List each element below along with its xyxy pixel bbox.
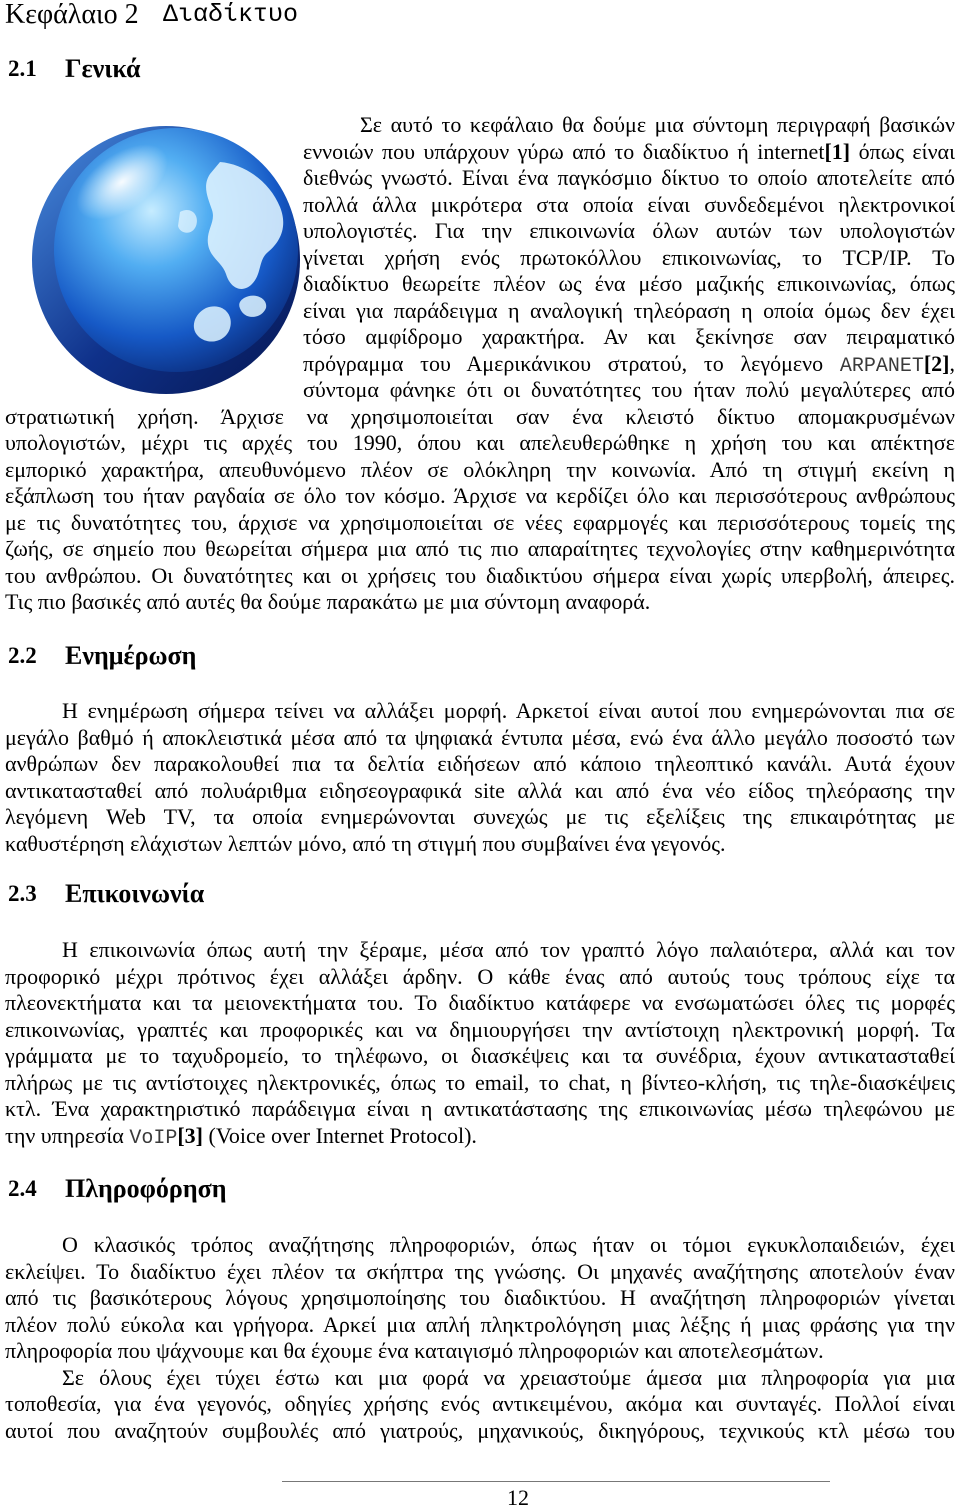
text-line: γράμματα με το ταχυδρομείο, το τηλέφωνο, οι διασκέψεις και τα συνέδρια, έχουν αντικατασταθεί xyxy=(5,1043,955,1068)
line-text: εννοιών που υπάρχουν γύρω από το διαδίκτυο ή internet xyxy=(303,138,825,164)
text-line: Σε όλους έχει τύχει έστω και μια φορά να χρειαστούμε άμεσα μια πληροφορία για μια xyxy=(62,1364,955,1390)
text-line: τοποθεσία, για ένα γεγονός, οδηγίες χρήσης ενός αντικειμένου, ακόμα και συνταγές. Πολλοί είναι xyxy=(5,1391,955,1416)
text-line: επικοινωνίας, γραπτές και προφορικές και να δημιουργήσει την αντίστοιχη ηλεκτρονική μορφή. Τα xyxy=(5,1016,955,1042)
monospace-term: VoIP xyxy=(129,1126,178,1150)
section-number: 2.3 xyxy=(8,881,37,906)
text-line: του ανθρώπου. Οι δυνατότητες και οι χρήσεις του διαδικτύου σήμερα είναι χωρίς υπερβολή, άπειρες. xyxy=(5,562,955,588)
line-text: , xyxy=(949,350,955,376)
text-line: πλεονεκτήματα και τα μειονεκτήματα του. Το διαδίκτυο κατάφερε να ενσωματώσει όλες τις μορφές xyxy=(5,990,955,1015)
text-line: ανθρώπων δεν παρακολουθεί πια τα δελτία ειδήσεων από κάποιο τηλεοπτικό κανάλι. Αυτά έχουν xyxy=(5,751,955,776)
text-line: κτλ. Ένα χαρακτηριστικό παράδειγμα είναι η αντικατάστασης της επικοινωνίας μέσω τηλεφώνου με xyxy=(5,1096,955,1121)
text-line xyxy=(5,1123,955,1150)
reference-marker: [2] xyxy=(923,350,950,376)
section-number: 2.4 xyxy=(8,1176,37,1201)
text-line: πλήρως με τις αντίστοιχες ηλεκτρονικές, όπως το email, το chat, η βίντεο-κλήση, τις τηλε-διασκέψεις xyxy=(5,1069,955,1095)
text-line: μεγάλο βαθμό ή αποκλειστικά μέσα από τα ψηφιακά έντυπα μέσα, ενώ ένα άλλο μεγάλο ποσοστό των xyxy=(5,724,955,750)
paragraph xyxy=(5,698,955,857)
text-line: εμπορικό χαρακτήρα, απευθυνόμενο πλέον σε ολόκληρη την κοινωνία. Από τη στιγμή εκείνη η xyxy=(5,456,955,482)
section-title: Ενημέρωση xyxy=(65,641,197,670)
text-line: υπολογιστών, μέχρι τις αρχές του 1990, όπου και απελευθερώθηκε η χρήση του και απέκτησε xyxy=(5,430,955,455)
section-title: Επικοινωνία xyxy=(65,879,205,908)
footer-rule xyxy=(282,1481,830,1482)
section-heading xyxy=(8,1173,408,1205)
line-text: όπως είναι xyxy=(850,138,955,164)
section-heading xyxy=(8,878,408,910)
text-line: διεθνώς γνωστό. Είναι ένα παγκόσμιο δίκτυο το οποίο αποτελείτε από xyxy=(303,165,955,190)
section-heading xyxy=(8,53,408,85)
text-line: Τις πιο βασικές από αυτές θα δούμε παρακάτω με μια σύντομη αναφορά. xyxy=(5,589,651,614)
reference-marker: [3] xyxy=(177,1122,203,1148)
text-line: είναι για παράδειγμα η αναλογική τηλεόραση η οποία όμως δεν έχει xyxy=(303,297,955,323)
monospace-term: ARPANET xyxy=(839,354,924,378)
section-number: 2.2 xyxy=(8,643,37,668)
text-line: σύντομα φάνηκε ότι οι δυνατότητες του ήταν πολύ μεγαλύτερες από xyxy=(303,377,955,402)
chapter-label: Κεφάλαιο 2 xyxy=(5,0,139,30)
page-number: 12 xyxy=(507,1485,529,1509)
text-line: καθυστέρηση ελάχιστων λεπτών μόνο, από τη στιγμή που συμβαίνει ένα γεγονός. xyxy=(5,830,726,856)
text-line: λεγόμενη Web TV, τα οποία ενημερώνονται συνεχώς με τις εξελίξεις της επικαιρότητας με xyxy=(5,804,955,829)
section-title: Πληροφόρηση xyxy=(65,1174,227,1203)
section-number: 2.1 xyxy=(8,56,37,81)
text-line: διαδίκτυο θεωρείτε πλέον ως ένα μέσο μαζικής επικοινωνίας, όπως xyxy=(303,271,955,296)
text-line: αυτοί που αναζητούν συμβουλές από γιατρούς, μηχανικούς, δικηγόρους, τεχνικούς κτλ μέσω του xyxy=(5,1417,955,1443)
section-heading xyxy=(8,640,408,672)
paragraph xyxy=(5,1232,955,1444)
text-line: ζωής, σε σημείο που θεωρείται σήμερα μια από τις πιο απαραίτητες τεχνολογίες στην καθημερινότητα xyxy=(5,536,955,561)
text-line: πολλά άλλα μικρότερα στα οποία είναι συνδεδεμένοι ηλεκτρονικοί xyxy=(303,191,955,217)
text-line: υπολογιστές. Για την επικοινωνία όλων αυτών των υπολογιστών xyxy=(303,218,955,243)
chapter-heading xyxy=(5,0,405,30)
text-line xyxy=(303,139,955,166)
text-line xyxy=(303,351,955,378)
text-line: εξάπλωση του ήταν ραγδαία σε όλο τον κόσμο. Άρχισε να κερδίζει όλο και περισσότερους ανθρώπους xyxy=(5,483,955,508)
line-text: πρόγραμμα του Αμερικάνικου στρατού, το λεγόμενο xyxy=(303,350,840,376)
section-title: Γενικά xyxy=(65,54,141,83)
text-line: Ο κλασικός τρόπος αναζήτησης πληροφοριών, όπως ήταν οι τόμοι εγκυκλοπαιδειών, έχει xyxy=(62,1232,955,1257)
text-line: Η ενημέρωση σήμερα τείνει να αλλάξει μορφή. Αρκετοί είναι αυτοί που ενημερώνονται πια σε xyxy=(62,698,955,723)
text-line: Η επικοινωνία όπως αυτή την ξέραμε, μέσα από τον γραπτό λόγο παλαιότερα, αλλά και τον xyxy=(62,937,955,962)
paragraph xyxy=(5,112,955,616)
text-line: στρατιωτική χρήση. Άρχισε να χρησιμοποιείται σαν ένα κλειστό δίκτυο απομακρυσμένων xyxy=(5,403,955,429)
reference-marker: [1] xyxy=(824,138,851,164)
chapter-title: Διαδίκτυο xyxy=(163,0,299,29)
text-line: εκλείψει. Το διαδίκτυο έχει πλέον τα σκήπτρα της γνώσης. Οι μηχανές αναζήτησης αποτελούν έναν xyxy=(5,1258,955,1284)
line-text: την υπηρεσία xyxy=(5,1122,130,1148)
text-line: από τις βασικότερους λόγους χρησιμοποίησης του διαδικτύου. Η αναζήτηση πληροφοριών γίνεται xyxy=(5,1285,955,1310)
line-text: (Voice over Internet Protocol). xyxy=(203,1122,477,1148)
text-line: προφορικό μέχρι πρότινος έχει αλλάξει άρδην. Ο κάθε ένας από αυτούς τους τρόπους είχε τα xyxy=(5,963,955,989)
text-line: τόσο αμφίδρομο χαρακτήρα. Αν και ξεκίνησε σαν πειραματικό xyxy=(303,324,955,349)
text-line: αντικατασταθεί από πολυάριθμα ειδησεογραφικά site αλλά και από ένα νέο είδος τηλεόρασης την xyxy=(5,777,955,803)
text-line: Σε αυτό το κεφάλαιο θα δούμε μια σύντομη περιγραφή βασικών xyxy=(360,112,955,137)
text-line: με τις δυνατότητες του, άρχισε να χρησιμοποιείται σε νέες εφαρμογές και περισσότερους τομείς της xyxy=(5,509,955,535)
paragraph xyxy=(5,937,955,1149)
text-line: πληροφορία που ψάχνουμε και θα έχουμε ένα καταιγισμό πληροφοριών και αποτελεσμάτων. xyxy=(5,1338,824,1363)
text-line: γίνεται χρήση ενός πρωτοκόλλου επικοινωνίας, το TCP/IP. Το xyxy=(303,244,955,270)
text-line: πλέον πολύ εύκολα και γρήγορα. Αρκεί μια απλή πληκτρολόγηση μιας λέξης ή μιας φράσης για την xyxy=(5,1311,955,1337)
